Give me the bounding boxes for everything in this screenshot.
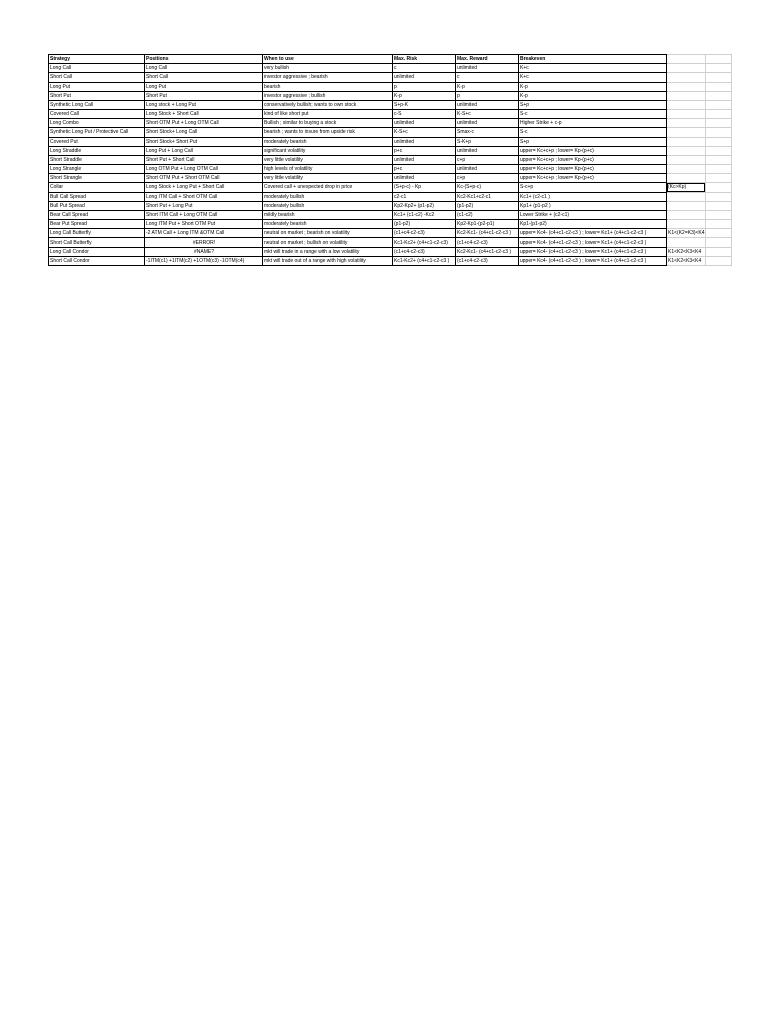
cell-max-risk[interactable]: unlimited xyxy=(393,155,456,164)
table-row xyxy=(49,247,732,256)
cell-max-risk[interactable]: S+p-K xyxy=(393,100,456,109)
cell-max-reward[interactable]: unlimited xyxy=(456,100,519,109)
column-header-extra-b[interactable] xyxy=(705,55,731,64)
cell-when-to-use[interactable]: kind of like short put xyxy=(263,110,393,119)
column-header-strategy[interactable]: Strategy xyxy=(49,55,145,64)
cell-extra-a[interactable]: K1<K2<K3<K4 xyxy=(667,247,706,256)
cell-extra-b[interactable] xyxy=(705,220,731,229)
table-row xyxy=(49,220,732,229)
table-row xyxy=(49,229,732,238)
cell-strategy[interactable]: Short Call Butterfly xyxy=(49,238,145,247)
cell-breakeven[interactable]: upper= Kc+c+p ; lower= Kp-(p+c) xyxy=(519,146,667,155)
table-row xyxy=(49,192,732,201)
cell-strategy[interactable]: Long Combo xyxy=(49,119,145,128)
cell-when-to-use[interactable]: Covered call + unexpected drop in price xyxy=(263,183,393,192)
table-row xyxy=(49,146,732,155)
cell-max-risk[interactable]: p xyxy=(393,82,456,91)
cell-max-risk[interactable]: unlimited xyxy=(393,119,456,128)
cell-extra-b[interactable] xyxy=(705,119,731,128)
cell-positions[interactable]: Short Stock+ Short Put xyxy=(145,137,263,146)
table-row xyxy=(49,256,732,265)
cell-strategy[interactable]: Short Straddle xyxy=(49,155,145,164)
cell-extra-b[interactable] xyxy=(705,146,731,155)
cell-max-risk[interactable]: K-p xyxy=(393,91,456,100)
table-row xyxy=(49,73,732,82)
cell-strategy[interactable]: Long Straddle xyxy=(49,146,145,155)
cell-extra-a[interactable] xyxy=(667,64,706,73)
cell-max-risk[interactable]: Kc1-Kc2+ (c4+c1-c2-c3) xyxy=(393,238,456,247)
cell-positions[interactable]: Long Call xyxy=(145,64,263,73)
table-row xyxy=(49,128,732,137)
cell-when-to-use[interactable]: significant volatility xyxy=(263,146,393,155)
cell-breakeven[interactable]: S-c+p xyxy=(519,183,667,192)
table-row xyxy=(49,183,732,192)
cell-max-risk[interactable]: p+c xyxy=(393,165,456,174)
cell-extra-a[interactable] xyxy=(667,238,706,247)
cell-strategy[interactable]: Synthetic Long Call xyxy=(49,100,145,109)
cell-extra-a[interactable] xyxy=(667,165,706,174)
cell-positions[interactable]: #ERROR! xyxy=(145,238,263,247)
column-header-when-to-use[interactable]: When to use xyxy=(263,55,393,64)
cell-positions[interactable]: Short OTM Put + Long OTM Call xyxy=(145,119,263,128)
cell-positions[interactable]: Short Stock+ Long Call xyxy=(145,128,263,137)
cell-when-to-use[interactable]: very little volatility xyxy=(263,155,393,164)
cell-max-reward[interactable]: unlimited xyxy=(456,119,519,128)
cell-breakeven[interactable]: Kp1+ (p1-p2 ) xyxy=(519,201,667,210)
cell-strategy[interactable]: Bear Call Spread xyxy=(49,210,145,219)
cell-extra-b[interactable] xyxy=(705,128,731,137)
cell-max-reward[interactable]: K-S+c xyxy=(456,110,519,119)
table-row xyxy=(49,110,732,119)
cell-when-to-use[interactable]: mkt will trade in a range with a low volatility xyxy=(263,247,393,256)
table-row xyxy=(49,64,732,73)
cell-max-risk[interactable]: unlimited xyxy=(393,174,456,183)
cell-when-to-use[interactable]: bearish ; wants to insure from upside risk xyxy=(263,128,393,137)
cell-breakeven[interactable]: upper= Kc+c+p ; lower= Kp-(p+c) xyxy=(519,174,667,183)
strategy-table xyxy=(48,54,732,266)
cell-strategy[interactable]: Collar xyxy=(49,183,145,192)
cell-positions[interactable]: Short Put + Long Put xyxy=(145,201,263,210)
cell-strategy[interactable]: Covered Call xyxy=(49,110,145,119)
cell-when-to-use[interactable]: very bullish xyxy=(263,64,393,73)
cell-positions[interactable]: Long stock + Long Put xyxy=(145,100,263,109)
cell-extra-a[interactable] xyxy=(667,220,706,229)
cell-max-risk[interactable]: unlimited xyxy=(393,137,456,146)
cell-extra-a[interactable]: K1<K2<K3<K4 xyxy=(667,256,706,265)
cell-max-risk[interactable]: unlimited xyxy=(393,73,456,82)
cell-positions[interactable]: -1ITM(c1) +1ITM(c2) +1OTM(c3) -1OTM(c4) xyxy=(145,256,263,265)
cell-strategy[interactable]: Short Call xyxy=(49,73,145,82)
cell-when-to-use[interactable]: moderately bullish xyxy=(263,201,393,210)
cell-extra-b[interactable] xyxy=(705,137,731,146)
cell-max-reward[interactable]: unlimited xyxy=(456,146,519,155)
cell-breakeven[interactable]: Lower Strike + (c2-c1) xyxy=(519,210,667,219)
column-header-extra-a[interactable] xyxy=(667,55,706,64)
cell-max-risk[interactable]: (p1-p2) xyxy=(393,220,456,229)
table-row xyxy=(49,174,732,183)
cell-max-risk[interactable]: p+c xyxy=(393,146,456,155)
table-row xyxy=(49,238,732,247)
cell-breakeven[interactable]: S+p xyxy=(519,137,667,146)
cell-extra-a[interactable] xyxy=(667,137,706,146)
cell-extra-b[interactable] xyxy=(705,229,731,238)
cell-positions[interactable]: Long Stock + Short Call xyxy=(145,110,263,119)
cell-max-risk[interactable]: Kp2-Kp2+ (p1-p2) xyxy=(393,201,456,210)
cell-when-to-use[interactable]: moderately bullish xyxy=(263,192,393,201)
cell-breakeven[interactable]: upper= Kc4- (c4+c1-c2-c3 ) ; lower= Kc1+ (c4+c1-c2-c3 ) xyxy=(519,247,667,256)
table-row xyxy=(49,137,732,146)
cell-positions[interactable]: Short ITM Call + Long OTM Call xyxy=(145,210,263,219)
cell-extra-b[interactable] xyxy=(705,256,731,265)
header-row xyxy=(49,55,732,64)
cell-max-reward[interactable]: Kc-(S+p-c) xyxy=(456,183,519,192)
cell-extra-b[interactable] xyxy=(705,82,731,91)
cell-extra-a[interactable] xyxy=(667,119,706,128)
table-row xyxy=(49,165,732,174)
cell-extra-a[interactable] xyxy=(667,128,706,137)
table-row xyxy=(49,210,732,219)
cell-strategy[interactable]: Short Call Condor xyxy=(49,256,145,265)
cell-breakeven[interactable]: Kp1-(p1-p2) xyxy=(519,220,667,229)
cell-max-risk[interactable]: (c1+c4-c2-c3) xyxy=(393,229,456,238)
cell-breakeven[interactable]: K-p xyxy=(519,82,667,91)
cell-positions[interactable]: Long ITM Call + Short OTM Call xyxy=(145,192,263,201)
cell-breakeven[interactable]: K+c xyxy=(519,73,667,82)
column-header-max-reward[interactable]: Max. Reward xyxy=(456,55,519,64)
cell-positions[interactable]: Short Call xyxy=(145,73,263,82)
cell-when-to-use[interactable]: neutral on market ; bullish on volatility xyxy=(263,238,393,247)
cell-max-reward[interactable]: c+p xyxy=(456,155,519,164)
cell-extra-b[interactable] xyxy=(705,192,731,201)
cell-extra-b[interactable] xyxy=(705,100,731,109)
cell-extra-b[interactable] xyxy=(705,201,731,210)
cell-max-risk[interactable]: K-S+c xyxy=(393,128,456,137)
table-row xyxy=(49,201,732,210)
cell-breakeven[interactable]: S-c xyxy=(519,128,667,137)
cell-positions[interactable]: Long OTM Put + Long OTM Call xyxy=(145,165,263,174)
table-row xyxy=(49,91,732,100)
cell-extra-b[interactable] xyxy=(705,64,731,73)
cell-positions[interactable]: #NAME? xyxy=(145,247,263,256)
cell-breakeven[interactable]: upper= Kc+c+p ; lower= Kp-(p+c) xyxy=(519,155,667,164)
cell-breakeven[interactable]: S+p xyxy=(519,100,667,109)
cell-max-reward[interactable]: (c1+c4-c2-c3) xyxy=(456,238,519,247)
cell-extra-b[interactable] xyxy=(705,165,731,174)
column-header-breakeven[interactable]: Breakeven xyxy=(519,55,667,64)
cell-strategy[interactable]: Long Put xyxy=(49,82,145,91)
cell-max-reward[interactable]: (p1-p2) xyxy=(456,201,519,210)
cell-breakeven[interactable]: K+c xyxy=(519,64,667,73)
cell-when-to-use[interactable]: very little volatility xyxy=(263,174,393,183)
cell-positions[interactable]: -2 ATM Call + Long ITM &OTM Call xyxy=(145,229,263,238)
cell-max-reward[interactable]: p xyxy=(456,91,519,100)
table-row xyxy=(49,155,732,164)
cell-strategy[interactable]: Long Call xyxy=(49,64,145,73)
cell-extra-b[interactable] xyxy=(705,73,731,82)
cell-strategy[interactable]: Bull Put Spread xyxy=(49,201,145,210)
cell-when-to-use[interactable]: investor aggressive ; bullish xyxy=(263,91,393,100)
cell-max-risk[interactable]: c2-c1 xyxy=(393,192,456,201)
cell-max-reward[interactable]: S-K+p xyxy=(456,137,519,146)
cell-extra-a[interactable] xyxy=(667,155,706,164)
cell-extra-a[interactable] xyxy=(667,201,706,210)
cell-extra-b[interactable] xyxy=(705,91,731,100)
cell-positions[interactable]: Long Stock + Long Put + Short Call xyxy=(145,183,263,192)
cell-extra-a[interactable] xyxy=(667,174,706,183)
cell-max-reward[interactable]: unlimited xyxy=(456,165,519,174)
cell-max-reward[interactable]: unlimited xyxy=(456,64,519,73)
cell-max-risk[interactable]: c-S xyxy=(393,110,456,119)
cell-when-to-use[interactable]: investor aggressive ; bearish xyxy=(263,73,393,82)
cell-positions[interactable]: Short Put + Short Call xyxy=(145,155,263,164)
cell-when-to-use[interactable]: mildly bearish xyxy=(263,210,393,219)
cell-positions[interactable]: Short Put xyxy=(145,91,263,100)
cell-max-reward[interactable]: Smax-c xyxy=(456,128,519,137)
cell-max-reward[interactable]: Kc2-Kc1- (c4+c1-c2-c3 ) xyxy=(456,247,519,256)
cell-max-risk[interactable]: (c1+c4-c2-c3) xyxy=(393,247,456,256)
cell-breakeven[interactable]: S-c xyxy=(519,110,667,119)
cell-strategy[interactable]: Covered Put xyxy=(49,137,145,146)
cell-extra-b[interactable] xyxy=(705,174,731,183)
cell-breakeven[interactable]: Higher Strike + c-p xyxy=(519,119,667,128)
cell-breakeven[interactable]: Kc1+ (c2-c1 ) xyxy=(519,192,667,201)
cell-max-risk[interactable]: (S+p-c) - Kp xyxy=(393,183,456,192)
cell-extra-a[interactable] xyxy=(667,192,706,201)
cell-when-to-use[interactable]: moderately bearish xyxy=(263,137,393,146)
cell-extra-a[interactable] xyxy=(667,91,706,100)
cell-when-to-use[interactable]: bearish xyxy=(263,82,393,91)
cell-strategy[interactable]: Long Call Butterfly xyxy=(49,229,145,238)
cell-strategy[interactable]: Short Strangle xyxy=(49,174,145,183)
cell-max-reward[interactable]: Kc2-Kc1- (c4+c1-c2-c3 ) xyxy=(456,229,519,238)
cell-breakeven[interactable]: upper= Kc4- (c4+c1-c2-c3 ) ; lower= Kc1+ (c4+c1-c2-c3 ) xyxy=(519,229,667,238)
cell-max-risk[interactable]: Kc1+ (c1-c2) -Kc2 xyxy=(393,210,456,219)
cell-max-reward[interactable]: Kp2-Kp1-(p2-p1) xyxy=(456,220,519,229)
cell-extra-a[interactable] xyxy=(667,82,706,91)
column-header-positions[interactable]: Positions xyxy=(145,55,263,64)
cell-when-to-use[interactable]: mkt will trade out of a range with high volatility xyxy=(263,256,393,265)
cell-positions[interactable]: Long Put + Long Call xyxy=(145,146,263,155)
cell-strategy[interactable]: Long Call Condor xyxy=(49,247,145,256)
cell-strategy[interactable]: Bear Put Spread xyxy=(49,220,145,229)
cell-extra-b[interactable] xyxy=(705,183,731,192)
cell-extra-a[interactable] xyxy=(667,100,706,109)
cell-positions[interactable]: Short OTM Put + Short OTM Call xyxy=(145,174,263,183)
cell-strategy[interactable]: Short Put xyxy=(49,91,145,100)
cell-positions[interactable]: Long ITM Put + Short OTM Put xyxy=(145,220,263,229)
table-row xyxy=(49,82,732,91)
cell-when-to-use[interactable]: Bullish ; similar to buying a stock xyxy=(263,119,393,128)
cell-extra-a[interactable] xyxy=(667,110,706,119)
cell-breakeven[interactable]: upper= Kc4- (c4+c1-c2-c3 ) ; lower= Kc1+ (c4+c1-c2-c3 ) xyxy=(519,256,667,265)
cell-max-risk[interactable]: Kc1-Kc2+ (c4+c1-c2-c3 ) xyxy=(393,256,456,265)
cell-strategy[interactable]: Synthetic Long Put / Protective Call xyxy=(49,128,145,137)
cell-extra-a[interactable] xyxy=(667,73,706,82)
cell-strategy[interactable]: Long Strangle xyxy=(49,165,145,174)
cell-max-reward[interactable]: (c1+c4-c2-c3) xyxy=(456,256,519,265)
cell-extra-b[interactable] xyxy=(705,210,731,219)
cell-extra-a[interactable]: (Kc>Kp) xyxy=(667,183,706,192)
cell-strategy[interactable]: Bull Call Spread xyxy=(49,192,145,201)
cell-max-reward[interactable]: (c1-c2) xyxy=(456,210,519,219)
table-row xyxy=(49,100,732,109)
cell-max-reward[interactable]: Kc2-Kc1+c2-c1 xyxy=(456,192,519,201)
cell-max-reward[interactable]: c xyxy=(456,73,519,82)
column-header-max-risk[interactable]: Max. Risk xyxy=(393,55,456,64)
cell-extra-a[interactable]: K1<(K2=K3)<K4 xyxy=(668,230,705,237)
cell-when-to-use[interactable]: conservatively bullish; wants to own stock xyxy=(263,100,393,109)
cell-extra-b[interactable] xyxy=(705,238,731,247)
cell-breakeven[interactable]: K-p xyxy=(519,91,667,100)
cell-max-risk[interactable]: c xyxy=(393,64,456,73)
cell-breakeven[interactable]: upper= Kc4- (c4+c1-c2-c3 ) ; lower= Kc1+ (c4+c1-c2-c3 ) xyxy=(519,238,667,247)
cell-extra-b[interactable] xyxy=(705,155,731,164)
cell-positions[interactable]: Long Put xyxy=(145,82,263,91)
cell-extra-b[interactable] xyxy=(705,110,731,119)
cell-when-to-use[interactable]: high levels of volatility xyxy=(263,165,393,174)
cell-extra-a[interactable] xyxy=(667,146,706,155)
cell-max-reward[interactable]: c+p xyxy=(456,174,519,183)
cell-extra-b[interactable] xyxy=(705,247,731,256)
cell-extra-a[interactable] xyxy=(667,210,706,219)
cell-max-reward[interactable]: K-p xyxy=(456,82,519,91)
cell-when-to-use[interactable]: moderately bearish xyxy=(263,220,393,229)
cell-when-to-use[interactable]: neutral on market ; bearish on volatility xyxy=(263,229,393,238)
table-row xyxy=(49,119,732,128)
cell-breakeven[interactable]: upper= Kc+c+p ; lower= Kp-(p+c) xyxy=(519,165,667,174)
